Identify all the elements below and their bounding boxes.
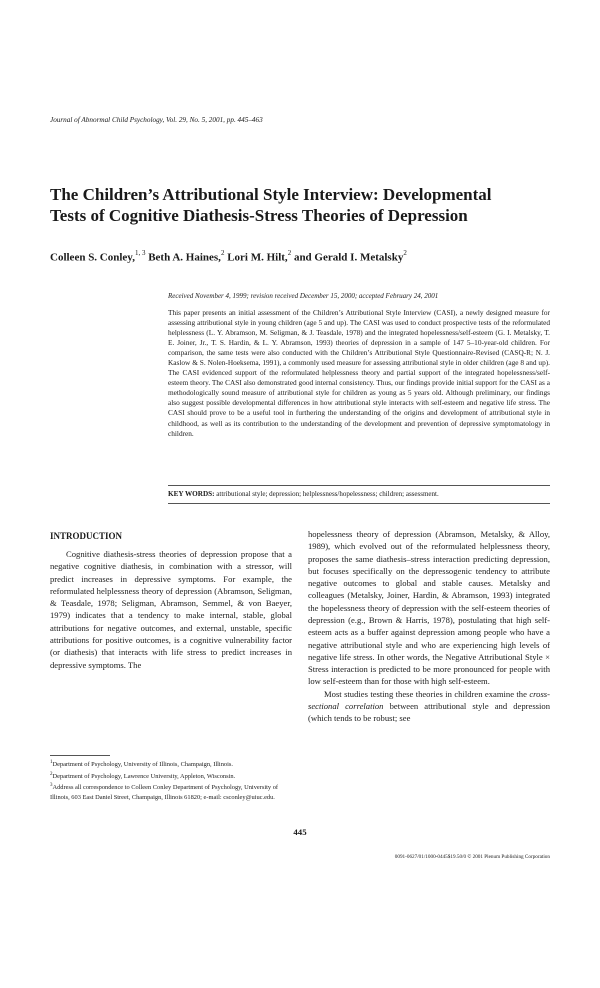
footnote-text: Address all correspondence to Colleen Conley Department of Psychology, University of Illinois, 603 East Daniel Street, Champaign, Illinois 61820; e-mail: csconley@uiuc.edu.	[50, 784, 279, 802]
footnote-text: Department of Psychology, University of Illinois, Champaign, Illinois.	[52, 761, 233, 769]
author-name: Lori M. Hilt,	[227, 251, 288, 264]
footnote-number: 2	[50, 771, 53, 777]
copyright-line: 0091-0627/01/1000-0445$19.50/0 © 2001 Plenum Publishing Corporation	[394, 854, 550, 860]
keywords-list: attributional style; depression; helplessness/hopelessness; children; assessment.	[214, 490, 439, 498]
abstract-divider	[168, 485, 550, 486]
footnote-text: Department of Psychology, Lawrence University, Appleton, Wisconsin.	[52, 772, 236, 780]
paragraph-text: Stress interaction is predicted to be more pronounced for people with low self-esteem than for those with high self-esteem.	[308, 664, 550, 687]
footnote	[50, 758, 282, 770]
title-line-2: Tests of Cognitive Diathesis-Stress Theories of Depression	[50, 206, 468, 225]
section-heading: INTRODUCTION	[50, 531, 123, 541]
author-affiliation: 2	[403, 249, 407, 257]
paragraph-text: hopelessness theory of depression (Abramson, Metalsky, & Alloy, 1989), which evolved out of the reformulated helplessness theory, proposes the same diathesis–stress interaction predicting depression, but focuses specifically on the depressogenic tendency to attribute negative outcomes to global and stable causes. Metalsky and colleagues (Metalsky, Joiner, Hardin, & Abramson, 1993) integrated the hopelessness theory of depression with the self-esteem theories of depression (e.g., Brown & Harris, 1978), postulating that high self-esteem acts as a buffer against depression among people who have a negative attributional style and who are experiencing high levels of negative life stress. In other words, the Negative Attributional Style	[308, 529, 550, 662]
author-name: and Gerald I. Metalsky	[293, 251, 404, 264]
times-symbol: ×	[545, 651, 550, 662]
author-affiliation: 2	[220, 249, 225, 257]
paragraph-text: between attributional style and depression (which tends to be robust; see	[308, 700, 550, 724]
footnote-divider	[50, 755, 110, 756]
emphasis-text: cross-sectional correlation	[308, 688, 550, 711]
left-column	[50, 548, 292, 671]
footnote-number: 1	[50, 760, 53, 765]
journal-citation: Journal of Abnormal Child Psychology, Vol. 29, No. 5, 2001, pp. 445–463	[50, 116, 263, 124]
title-line-1: The Children’s Attributional Style Interview: Developmental	[50, 185, 492, 204]
paragraph-text: Most studies testing these theories in children examine the	[324, 688, 530, 699]
paragraph	[308, 688, 550, 725]
right-column	[308, 528, 550, 725]
author-name: Beth A. Haines,	[148, 251, 221, 264]
author-affiliation: 2	[287, 249, 292, 257]
footnote	[50, 770, 282, 782]
article-title	[50, 184, 550, 226]
abstract: This paper presents an initial assessment of the Children’s Attributional Style Interview (CASI), a newly designed measure for assessing attributional style in young children (age 5 and up). The CASI was used to conduct prospective tests of the reformulated helplessness (L. Y. Abramson, M. Seligman, & J. Teasdale, 1978) and the integrated hopelessness/self-esteem (G. I. Metalsky, T. E. Joiner, Jr., T. S. Hardin, & L. Y. Abramson, 1993) theories of depression in a sample of 147 5–10-year-old children. For comparison, the same tests were also conducted with the Children’s Attributional Style Questionnaire-Revised (CASQ-R; N. J. Kaslow & S. Nolen-Hoeksema, 1991), a commonly used measure for assessing attributional style in older children (age 8 and up). The CASI evidenced support of the reformulated helplessness theory and partial support of the integrated hopelessness/self-esteem theory. The CASI also demonstrated good internal consistency. Thus, our findings provide initial support for the CASI as a methodologically sound measure of attributional style for children as young as 5 years old. Although preliminary, our findings also suggest possible developmental differences in how attributional style interacts with self-esteem and negative life stress. The CASI should prove to be a useful tool in furthering the understanding of the origins and development of attributional style in childhood, as well as its contribution to the understanding of the development and prevention of depressive symptomatology in children.	[168, 308, 550, 438]
author-affiliation: 1, 3	[134, 249, 146, 257]
author-list	[50, 250, 570, 264]
keywords-label: KEY WORDS:	[168, 490, 215, 498]
keywords-divider	[168, 503, 550, 504]
author-name: Colleen S. Conley,	[50, 251, 135, 264]
footnote	[50, 781, 282, 802]
received-dates: Received November 4, 1999; revision received December 15, 2000; accepted February 24, 2001	[168, 292, 439, 300]
footnote-number: 3	[50, 783, 53, 789]
paragraph: Cognitive diathesis-stress theories of depression propose that a negative cognitive diathesis, in combination with a stressor, will predict increases in depressive symptoms. For example, the reformulated helplessness theory of depression (Abramson, Seligman, & Teasdale, 1978; Seligman, Abramson, Semmel, & von Baeyer, 1979) indicates that a tendency to make internal, stable, global attributions for negative outcomes, and external, unstable, specific attributions for positive outcomes, is a cognitive vulnerability factor (or diathesis) that interacts with life stress to predict increases in depressive symptoms. The	[50, 549, 292, 670]
keywords	[168, 490, 439, 498]
page-number: 445	[293, 827, 307, 837]
paragraph	[308, 528, 550, 688]
footnotes	[50, 758, 282, 803]
